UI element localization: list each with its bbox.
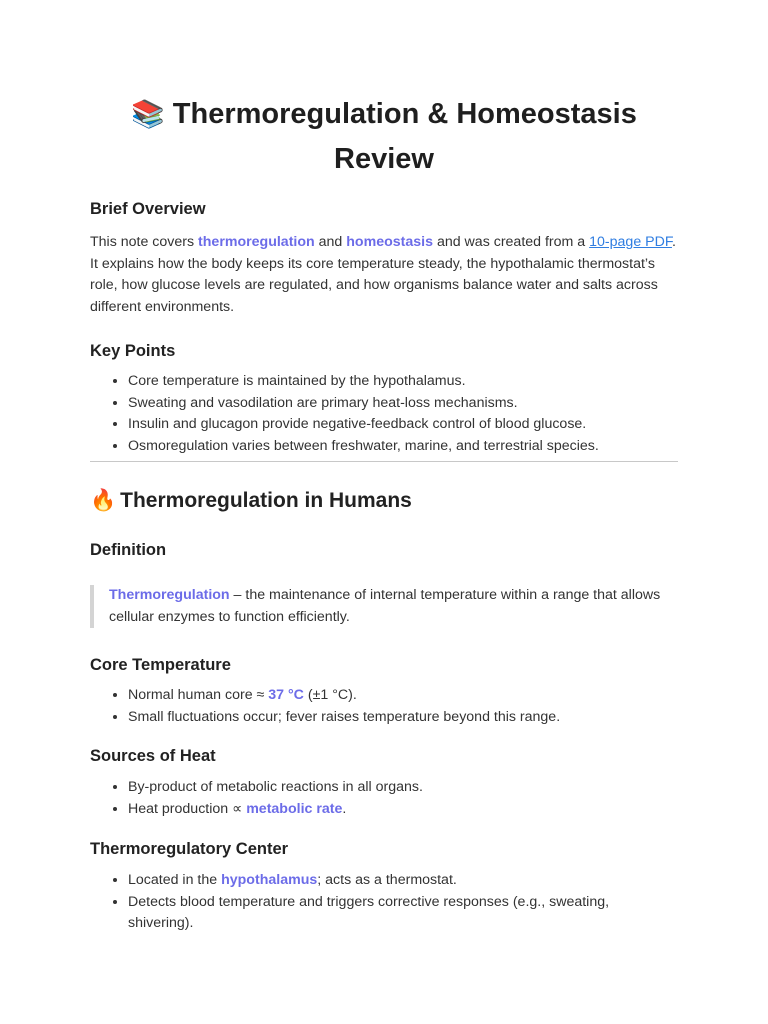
key-points-list [90,371,678,457]
thermoregulatory-center-list [90,870,678,935]
books-icon: 📚 [131,99,165,130]
sources-of-heat-list [90,777,678,820]
overview-text-1: This note covers [90,234,199,250]
definition-text [109,585,678,628]
list-item: • Osmoregulation varies between freshwater, marine, and terrestrial species. [128,436,678,458]
overview-heading: Brief Overview [90,200,206,218]
list-item: • Insulin and glucagon provide negative-feedback control of blood glucose. [128,414,678,436]
section-divider [90,461,678,462]
list-item [128,685,678,707]
item-text: ; acts as a thermostat. [317,872,457,888]
term-metabolic-rate: metabolic rate [246,800,343,817]
pdf-link[interactable]: 10-page PDF [589,234,672,250]
overview-text-4: . It explains how the body keeps its core temperature steady, the hypothalamic thermostat’s role, how glucose levels are regulated, and how organisms balance water and salts across different environments. [90,234,676,315]
core-temperature-heading: Core Temperature [90,656,231,674]
page-title [90,0,678,181]
list-item: • Core temperature is maintained by the hypothalamus. [128,371,678,393]
item-text: . [342,800,347,817]
core-temperature-section [90,654,678,728]
page-title-text: Thermoregulation & Homeostasis Review [172,98,637,175]
overview-paragraph [90,232,678,318]
list-item: • Detects blood temperature and triggers corrective responses (e.g., sweating, shivering). [128,892,678,935]
term-thermoregulation-def: Thermoregulation [109,587,230,603]
thermoregulatory-center-heading: Thermoregulatory Center [90,840,289,858]
list-item [128,870,678,892]
item-text: Located in the [128,872,222,888]
list-item: • Small fluctuations occur; fever raises temperature beyond this range. [128,707,678,729]
sources-of-heat-section [90,745,678,820]
section-heading-text: Thermoregulation in Humans [120,489,412,512]
thermoregulatory-center-section [90,838,678,935]
term-hypothalamus: hypothalamus [221,872,318,888]
core-temperature-list [90,685,678,728]
key-points-section [90,340,678,457]
section-heading [90,485,678,516]
list-item: • Sweating and vasodilation are primary heat-loss mechanisms. [128,393,678,415]
list-item [128,799,678,821]
definition-heading: Definition [90,541,167,559]
overview-text-3: and was created from a [433,234,590,250]
overview-text-2: and [314,234,347,250]
item-text: (±1 °C). [303,687,357,703]
list-item: • By-product of metabolic reactions in all organs. [128,777,678,799]
definition-blockquote [90,585,678,628]
item-text: Normal human core ≈ [128,687,269,703]
term-thermoregulation: thermoregulation [198,234,315,250]
key-points-heading: Key Points [90,342,176,360]
item-text: Heat production ∝ [128,800,247,817]
term-37c: 37 °C [268,687,304,703]
fire-icon: 🔥 [90,488,117,512]
sources-of-heat-heading: Sources of Heat [90,747,216,765]
overview-section [90,198,678,318]
definition-body: – the maintenance of internal temperature within a range that allows cellular enzymes to function efficiently. [109,587,661,625]
term-homeostasis: homeostasis [346,234,433,250]
